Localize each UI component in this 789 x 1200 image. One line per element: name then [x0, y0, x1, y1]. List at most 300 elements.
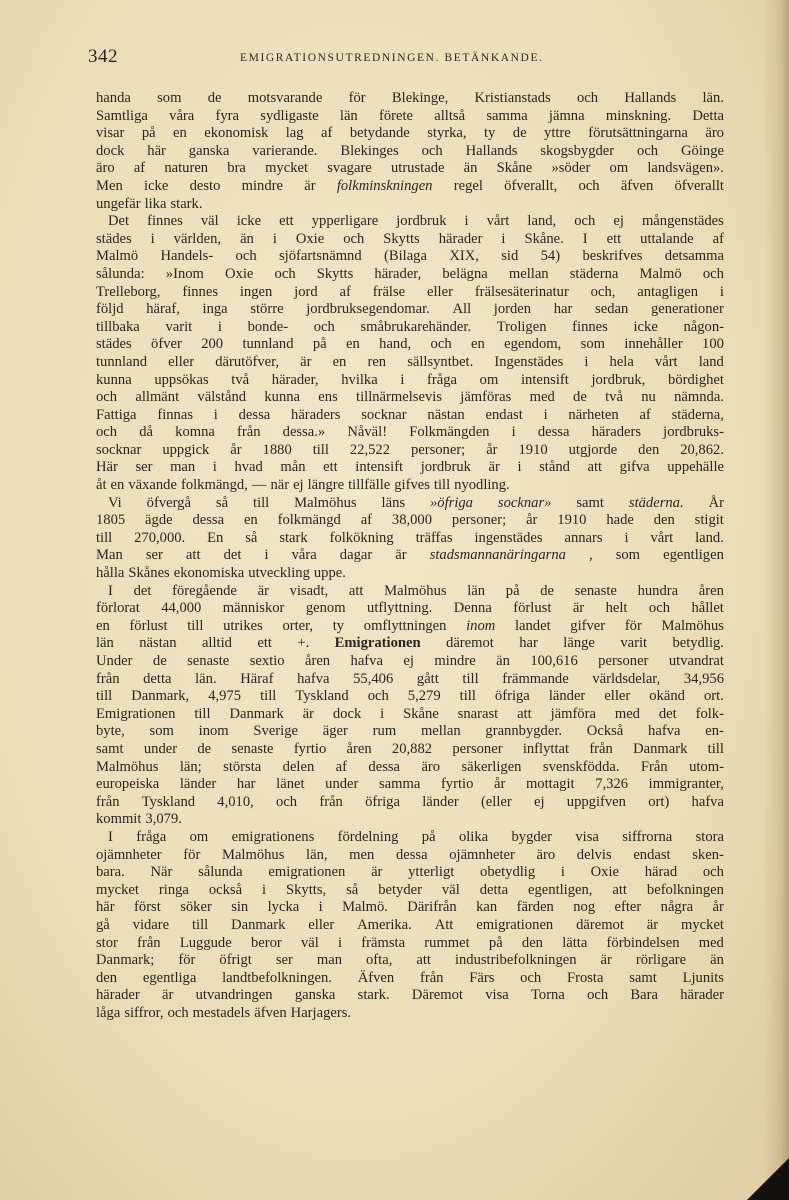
text-line	[96, 794, 724, 812]
word: komna	[175, 424, 215, 441]
word: och	[276, 793, 298, 810]
word: 22,522	[349, 441, 390, 458]
word: hafva	[691, 793, 724, 810]
word: Skytts	[316, 265, 354, 282]
word: Malmöhus	[661, 617, 724, 634]
word: grannbygder.	[485, 723, 563, 740]
word: i	[560, 864, 565, 881]
word: (eller	[480, 793, 512, 810]
word: utrustade	[390, 160, 445, 177]
word: och	[648, 600, 670, 617]
text-line	[96, 266, 724, 284]
word: förlust	[129, 617, 168, 634]
italic-word: städerna.	[628, 494, 684, 511]
word: uppgifven	[566, 793, 626, 810]
word: bonde-	[247, 318, 289, 335]
word: senaste	[187, 653, 230, 669]
word: främsta	[361, 934, 406, 951]
word: åren	[304, 653, 331, 669]
text-line	[96, 90, 724, 108]
word: icke	[144, 177, 169, 194]
word: tunnland	[242, 336, 294, 353]
word: läns	[381, 494, 406, 511]
word: i	[318, 899, 323, 916]
word: sålunda:	[96, 265, 145, 282]
text-line	[96, 618, 724, 636]
word: endast	[485, 406, 523, 423]
word: ser	[145, 547, 163, 564]
word: och	[367, 688, 389, 705]
word: nämnda.	[674, 389, 724, 406]
word: hafva	[297, 670, 330, 687]
word: utveckling	[248, 565, 310, 582]
italic-word: »öfriga	[430, 494, 473, 511]
word: orter,	[282, 617, 314, 634]
word: med	[698, 934, 724, 951]
word: i	[212, 459, 217, 476]
word: världsdelar,	[592, 670, 661, 687]
word: hvilka	[341, 371, 378, 388]
word: betydlig.	[672, 635, 724, 652]
word: en	[470, 336, 485, 353]
word: och	[421, 142, 443, 159]
word: år	[486, 441, 498, 458]
word: härader	[438, 230, 483, 247]
text-line	[96, 178, 724, 196]
italic-word: stadsmannanäringarna	[429, 547, 566, 564]
text-line	[96, 213, 724, 231]
word: från	[319, 793, 343, 810]
word: antagligen	[637, 283, 699, 300]
word: i	[584, 353, 589, 370]
word: är	[257, 582, 269, 599]
word: öfverallt	[674, 177, 724, 194]
word: stånd	[539, 459, 570, 476]
text-line	[96, 125, 724, 143]
word: med	[614, 705, 640, 722]
word: vårt	[650, 529, 674, 546]
word: Amerika.	[357, 916, 412, 933]
word: tunnland	[96, 353, 148, 370]
word: ort.	[703, 688, 724, 705]
word: genom	[305, 600, 346, 617]
word: eller	[427, 283, 453, 300]
word: icke	[633, 318, 658, 335]
word: emigrationen	[476, 916, 554, 933]
word: europeiska	[96, 776, 160, 793]
word: Färs	[469, 969, 495, 986]
word: den	[653, 512, 675, 529]
word: för	[348, 90, 366, 106]
word: två	[231, 371, 250, 388]
word: i	[272, 230, 277, 247]
word: sin	[231, 899, 249, 916]
word: är	[488, 459, 500, 476]
word: de	[152, 653, 167, 669]
word: emigrationens	[231, 828, 315, 845]
word: alltså	[434, 107, 466, 124]
word: Sverige	[253, 723, 298, 740]
word: 200	[201, 336, 224, 353]
word: desto	[189, 177, 221, 194]
word: jämna	[548, 107, 585, 124]
word: därutöfver,	[215, 353, 280, 370]
word: en	[243, 512, 258, 529]
word: på	[488, 934, 503, 951]
word: och	[274, 265, 296, 282]
word: 3,079.	[145, 811, 182, 828]
word: den	[521, 934, 543, 951]
word: i	[511, 424, 516, 441]
word: för	[178, 952, 196, 969]
word: ser	[135, 459, 153, 476]
word: olika	[458, 828, 489, 845]
word: för	[183, 846, 201, 863]
word: ekonomiska	[173, 565, 245, 582]
word: än	[463, 160, 478, 177]
word: då	[139, 424, 153, 441]
text-line	[96, 477, 724, 495]
word: till	[433, 477, 451, 494]
word: ingen	[239, 283, 273, 300]
word: lika	[144, 195, 167, 212]
word: från	[419, 969, 444, 986]
word: städes	[96, 230, 132, 247]
word: är	[162, 987, 174, 1004]
word: en	[173, 125, 187, 142]
word: annars	[564, 529, 603, 546]
word: rörligare	[635, 952, 687, 969]
word: mellan	[508, 265, 549, 282]
word: län;	[179, 758, 202, 775]
word: Under	[96, 653, 133, 669]
word: Malmöhus	[294, 494, 357, 511]
word: träffas	[415, 529, 453, 546]
word: finnes	[182, 283, 218, 300]
word: län	[96, 635, 114, 652]
word: i	[150, 230, 155, 247]
word: senaste	[231, 740, 274, 757]
word: från	[589, 740, 613, 757]
word: åren	[346, 740, 372, 757]
word: från	[96, 793, 120, 810]
word: härader,	[271, 371, 319, 388]
word: att	[587, 459, 603, 476]
word: när	[270, 477, 290, 494]
word: Häraf	[240, 670, 274, 687]
word: största	[223, 758, 262, 775]
word: stigit	[694, 512, 724, 529]
word: län	[467, 582, 486, 599]
word: dessa	[368, 758, 401, 775]
text-line	[96, 882, 724, 900]
word: fördelning	[337, 828, 399, 845]
word: varit	[620, 635, 648, 652]
word: 54)	[540, 248, 561, 265]
word: mångenstädes	[641, 213, 724, 230]
word: jordbruk,	[591, 371, 646, 388]
word: förlust	[513, 600, 552, 617]
word: styrka,	[427, 125, 467, 142]
word: äfven	[254, 1004, 287, 1021]
word: häraders	[291, 406, 341, 423]
word: beror	[250, 934, 282, 951]
word: Tyskland	[295, 688, 349, 705]
word: hand,	[379, 336, 412, 353]
word: år	[230, 441, 242, 458]
word: betydande	[349, 125, 410, 142]
word: frälse	[372, 283, 406, 300]
word: vidare	[132, 916, 170, 933]
text-line	[96, 530, 724, 548]
word: samt	[576, 494, 604, 511]
word: Oxie	[590, 864, 620, 881]
word: ojämnheter	[96, 846, 162, 863]
word: i	[380, 705, 385, 722]
word: Malmöhus	[96, 758, 159, 775]
word: länet	[276, 776, 305, 793]
word: öfver	[151, 336, 182, 353]
word: Ljunits	[682, 969, 724, 986]
word: de	[573, 389, 587, 406]
word: till	[253, 494, 270, 511]
word: 1910	[518, 441, 548, 458]
word: gifves	[394, 477, 430, 494]
word: gått	[416, 670, 439, 687]
word: af	[335, 758, 348, 775]
word: uppsökas	[154, 371, 209, 388]
text-line	[96, 336, 724, 354]
word: åt	[96, 477, 107, 494]
word: är	[304, 177, 316, 194]
word: visa	[485, 987, 509, 1004]
word: hade	[606, 512, 634, 529]
word: Man	[96, 547, 123, 564]
word: under	[325, 776, 359, 793]
word: tillfälle	[348, 477, 391, 494]
word: »söder	[551, 160, 591, 177]
word: Blekinges	[340, 142, 399, 159]
word: 7,326	[595, 776, 629, 793]
word: samt	[96, 740, 124, 757]
word: minskning.	[605, 107, 672, 124]
text-line	[96, 196, 724, 214]
word: dessa	[192, 512, 225, 529]
word: som	[157, 90, 182, 106]
word: så	[346, 881, 359, 898]
word: byte,	[96, 723, 125, 740]
word: mindre	[434, 653, 476, 669]
bold-word: Emigrationen	[334, 635, 421, 652]
text-line	[96, 495, 724, 513]
word: fråga	[427, 371, 458, 388]
word: öfvergå	[146, 494, 191, 511]
text-line	[96, 583, 724, 601]
word: mån	[280, 459, 306, 476]
word: här	[147, 142, 166, 159]
word: närheten	[568, 406, 619, 423]
word: ganska	[294, 987, 336, 1004]
word: under	[143, 740, 178, 757]
word: våra	[169, 107, 195, 124]
word: af	[712, 230, 724, 247]
word: länder	[548, 688, 586, 705]
word: man	[170, 459, 196, 476]
word: folkökning	[329, 529, 394, 546]
word: däremot	[446, 635, 494, 652]
word: söker	[180, 899, 212, 916]
word: senaste	[574, 582, 617, 599]
word: Detta	[692, 107, 724, 124]
word: hafva	[350, 653, 383, 669]
word: de	[197, 740, 212, 757]
word: intensift	[520, 371, 569, 388]
word: ingenstädes	[474, 529, 543, 546]
word: i	[213, 406, 218, 423]
word: nästan	[427, 406, 465, 423]
word: äger	[322, 723, 348, 740]
italic-word: folkminskningen	[336, 177, 433, 194]
word: svagare	[327, 160, 372, 177]
word: kunna	[96, 371, 132, 388]
text-line	[96, 829, 724, 847]
word: våra	[291, 547, 317, 564]
word: handa	[96, 90, 131, 106]
word: landtbefolkningen.	[222, 969, 332, 986]
word: till	[187, 617, 204, 634]
word: af	[639, 406, 651, 423]
word: den	[638, 441, 660, 458]
word: att	[348, 582, 364, 599]
word: snarast	[457, 705, 499, 722]
word: ojämnheter	[449, 846, 515, 863]
word: folk-	[695, 705, 724, 722]
word: mycket	[681, 916, 724, 933]
word: och	[430, 336, 452, 353]
word: dock	[96, 142, 125, 159]
word: egentliga	[142, 969, 197, 986]
word: Denna	[453, 600, 492, 617]
word: till	[312, 441, 329, 458]
text-line	[96, 459, 724, 477]
text-line	[96, 671, 724, 689]
word: befolkningen	[646, 881, 724, 898]
word: längre	[307, 477, 345, 494]
word: Danmark,	[131, 688, 190, 705]
word: lätta	[562, 934, 588, 951]
word: och,	[590, 283, 616, 300]
word: länge	[563, 635, 595, 652]
word: personer	[452, 740, 503, 757]
word: personer;	[451, 512, 507, 529]
word: landsvägen».	[647, 160, 724, 177]
word: län.	[195, 670, 217, 687]
word: Kristianstads	[474, 90, 551, 106]
word: gifva	[619, 459, 650, 476]
word: om	[479, 371, 499, 388]
word: till	[707, 740, 724, 757]
word: fyrtio	[293, 740, 327, 757]
word: utvandrat	[668, 653, 724, 669]
word: om	[189, 828, 209, 845]
word: 55,406	[353, 670, 394, 687]
word: All	[452, 301, 472, 318]
word: om	[609, 160, 629, 177]
word: industribefolkningen	[454, 952, 577, 969]
word: har	[236, 776, 256, 793]
word: Malmö	[639, 265, 682, 282]
word: ägde	[145, 512, 173, 529]
word: jordbruks-	[663, 424, 724, 441]
word: jordbruk	[420, 459, 471, 476]
word: När	[150, 864, 173, 881]
word: som	[149, 723, 174, 740]
word: en	[346, 336, 360, 353]
word: år	[526, 512, 538, 529]
word: land,	[527, 213, 557, 230]
text-line	[96, 108, 724, 126]
word: finnes	[572, 318, 608, 335]
word: dagar	[339, 547, 373, 564]
word: gå	[96, 916, 110, 933]
word: följd	[96, 301, 124, 318]
word: hållet	[691, 600, 724, 617]
word: delen	[282, 758, 315, 775]
text-line	[96, 248, 724, 266]
word: väl	[441, 881, 460, 898]
running-head	[88, 44, 724, 74]
word: stark.	[170, 195, 203, 212]
word: detta	[143, 670, 172, 687]
word: här	[96, 899, 115, 916]
word: som	[580, 336, 605, 353]
word: detta	[479, 881, 509, 898]
word: ganska	[188, 142, 230, 159]
word: yttre	[544, 125, 571, 142]
word: är	[302, 705, 314, 722]
word: socknar	[361, 406, 407, 423]
word: okänd	[649, 688, 685, 705]
word: af	[339, 283, 351, 300]
word: världen,	[173, 230, 222, 247]
word: öfriga	[494, 688, 530, 705]
word: ofta,	[366, 952, 393, 969]
page-number: 342	[88, 46, 118, 67]
word: det	[223, 547, 242, 564]
word: mellan	[420, 723, 461, 740]
word: i	[338, 934, 343, 951]
word: den	[96, 969, 118, 986]
word: i	[464, 213, 469, 230]
word: Fattiga	[96, 406, 137, 423]
word: bygder	[511, 828, 553, 845]
word: i	[400, 371, 405, 388]
word: en	[332, 353, 347, 370]
word: »Inom	[165, 265, 204, 282]
word: så	[245, 529, 258, 546]
word: mycket	[265, 160, 309, 177]
word: städerna	[569, 265, 619, 282]
word: stark.	[357, 987, 390, 1004]
word: stora	[695, 828, 724, 845]
word: 34,956	[683, 670, 724, 687]
word: mycket	[96, 881, 139, 898]
italic-word: inom	[466, 617, 496, 634]
word: uttalande	[640, 230, 694, 247]
word: 1805	[96, 512, 126, 529]
word: och	[520, 969, 542, 986]
word: och	[702, 864, 724, 881]
